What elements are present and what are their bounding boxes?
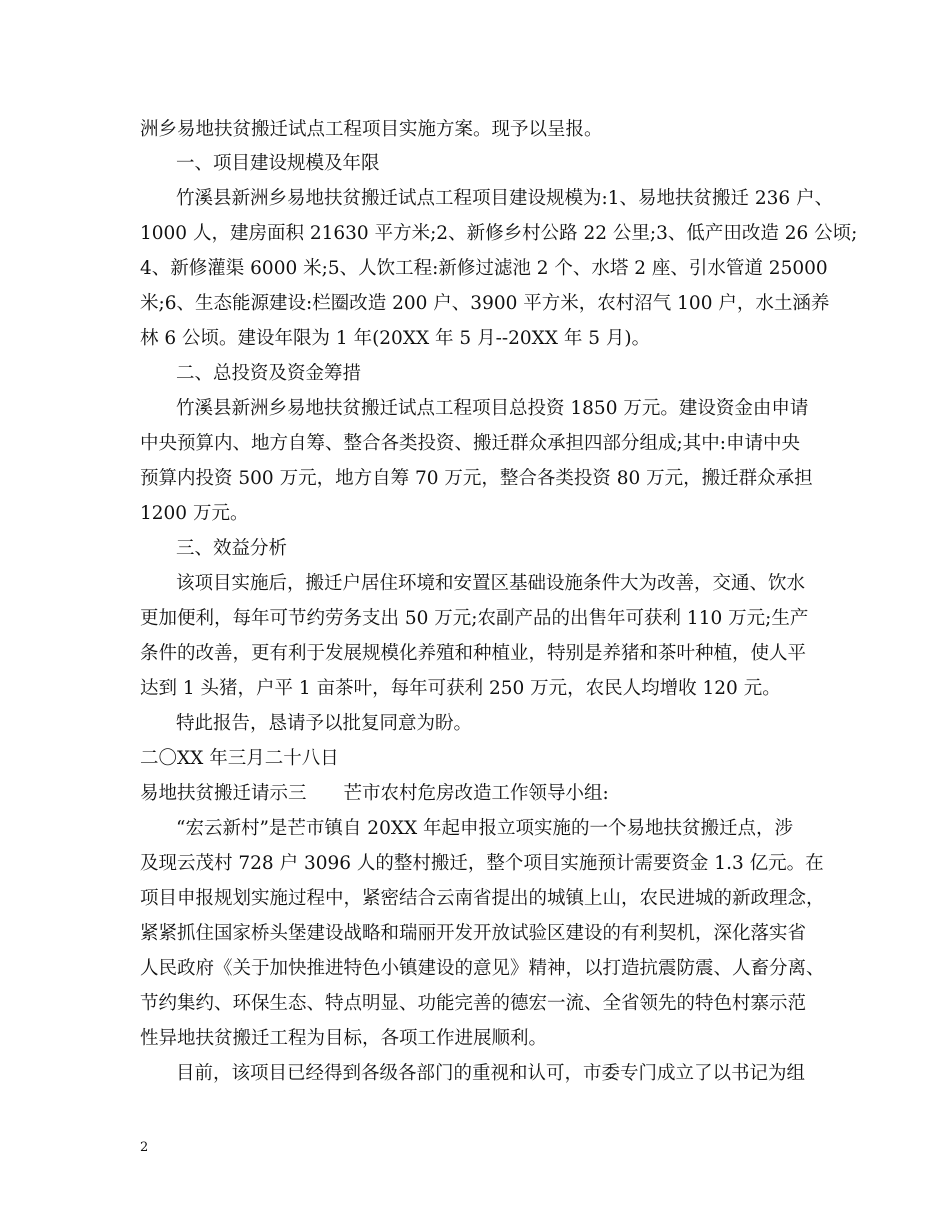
paragraph-line: 条件的改善，更有利于发展规模化养殖和种植业，特别是养猪和茶叶种植，使人平 <box>140 643 807 664</box>
paragraph-line: 中央预算内、地方自筹、整合各类投资、搬迁群众承担四部分组成;其中:申请中央 <box>140 433 800 454</box>
paragraph-line: 1200 万元。 <box>140 503 249 524</box>
paragraph-line: 该项目实施后，搬迁户居住环境和安置区基础设施条件大为改善，交通、饮水 <box>176 573 806 594</box>
paragraph-line: 洲乡易地扶贫搬迁试点工程项目实施方案。现予以呈报。 <box>140 119 603 140</box>
paragraph-line: 及现云茂村 728 户 3096 人的整村搬迁，整个项目实施预计需要资金 1.3 亿元。在 <box>140 853 824 874</box>
paragraph-line: 4、新修灌渠 6000 米;5、人饮工程:新修过滤池 2 个、水塔 2 座、引水管道 25000 <box>140 258 828 279</box>
paragraph-line: 林 6 公顷。建设年限为 1 年(20XX 年 5 月--20XX 年 5 月)。 <box>140 328 651 349</box>
paragraph-line: 紧紧抓住国家桥头堡建设战略和瑞丽开发开放试验区建设的有利契机，深化落实省 <box>140 923 807 944</box>
paragraph-line: 竹溪县新洲乡易地扶贫搬迁试点工程项目建设规模为:1、易地扶贫搬迁 236 户、 <box>176 188 834 209</box>
paragraph-line: 目前，该项目已经得到各级各部门的重视和认可，市委专门成立了以书记为组 <box>176 1063 806 1084</box>
section-heading: 一、项目建设规模及年限 <box>176 153 380 174</box>
section-heading: 三、效益分析 <box>176 538 288 559</box>
paragraph-line: 1000 人，建房面积 21630 平方米;2、新修乡村公路 22 公里;3、低产田改造 26 公顷; <box>140 223 858 244</box>
paragraph-line: 更加便利，每年可节约劳务支出 50 万元;农副产品的出售年可获利 110 万元;生产 <box>140 608 809 629</box>
paragraph-line: “宏云新村”是芒市镇自 20XX 年起申报立项实施的一个易地扶贫搬迁点，涉 <box>176 818 794 839</box>
paragraph-line: 性异地扶贫搬迁工程为目标，各项工作进展顺利。 <box>140 1028 548 1049</box>
closing-line: 特此报告，恳请予以批复同意为盼。 <box>176 713 473 734</box>
paragraph-line: 人民政府《关于加快推进特色小镇建设的意见》精神，以打造抗震防震、人畜分离、 <box>140 958 825 979</box>
paragraph-line: 项目申报规划实施过程中，紧密结合云南省提出的城镇上山，农民进城的新政理念， <box>140 888 825 909</box>
paragraph-line: 米;6、生态能源建设:栏圈改造 200 户、3900 平方米，农村沼气 100 户，水土涵养 <box>140 293 830 314</box>
section-title: 易地扶贫搬迁请示三 芒市农村危房改造工作领导小组: <box>140 783 609 804</box>
paragraph-line: 达到 1 头猪，户平 1 亩茶叶，每年可获利 250 万元，农民人均增收 120 元。 <box>140 678 781 699</box>
paragraph-line: 预算内投资 500 万元，地方自筹 70 万元，整合各类投资 80 万元，搬迁群众承担 <box>140 468 813 489</box>
date-line: 二〇XX 年三月二十八日 <box>140 748 339 769</box>
page-number: 2 <box>140 1140 149 1155</box>
paragraph-line: 节约集约、环保生态、特点明显、功能完善的德宏一流、全省领先的特色村寨示范 <box>140 993 807 1014</box>
section-heading: 二、总投资及资金筹措 <box>176 363 362 384</box>
paragraph-line: 竹溪县新洲乡易地扶贫搬迁试点工程项目总投资 1850 万元。建设资金由申请 <box>176 398 809 419</box>
